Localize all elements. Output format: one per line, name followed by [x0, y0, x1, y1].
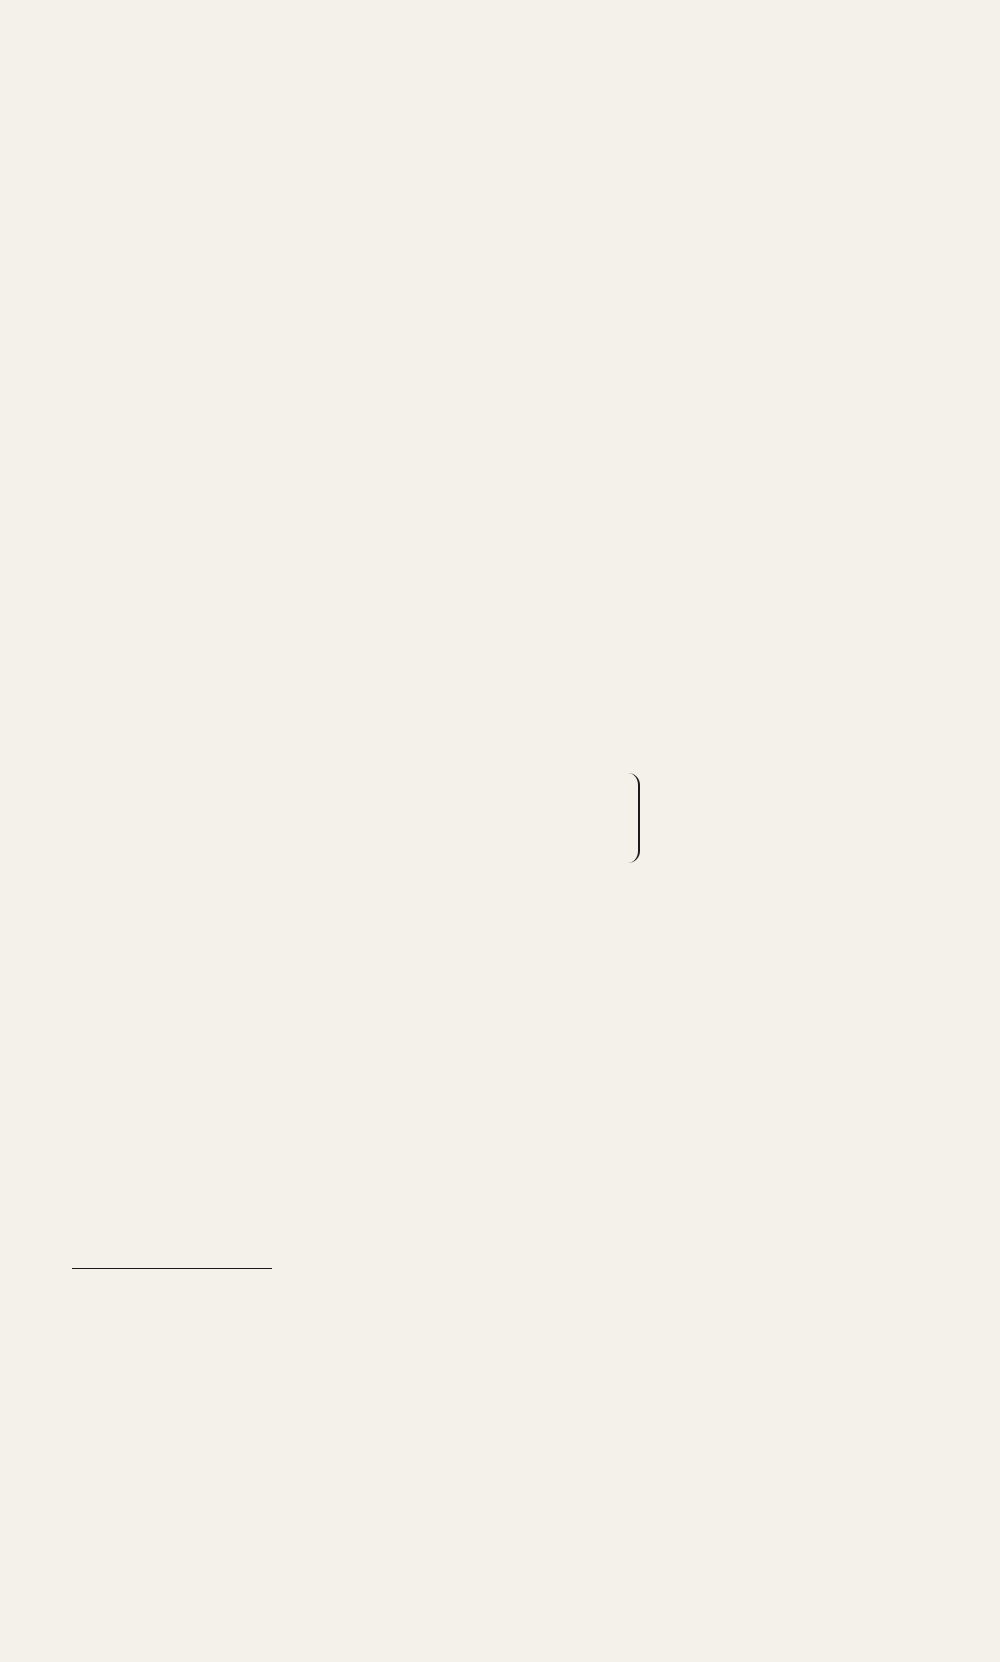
table2-brace: [628, 773, 640, 863]
footnote-rule: [72, 1268, 272, 1269]
table-total-duties: [118, 945, 948, 1075]
table-silver: [118, 735, 948, 945]
table-per-soul-assignat: [118, 575, 948, 735]
